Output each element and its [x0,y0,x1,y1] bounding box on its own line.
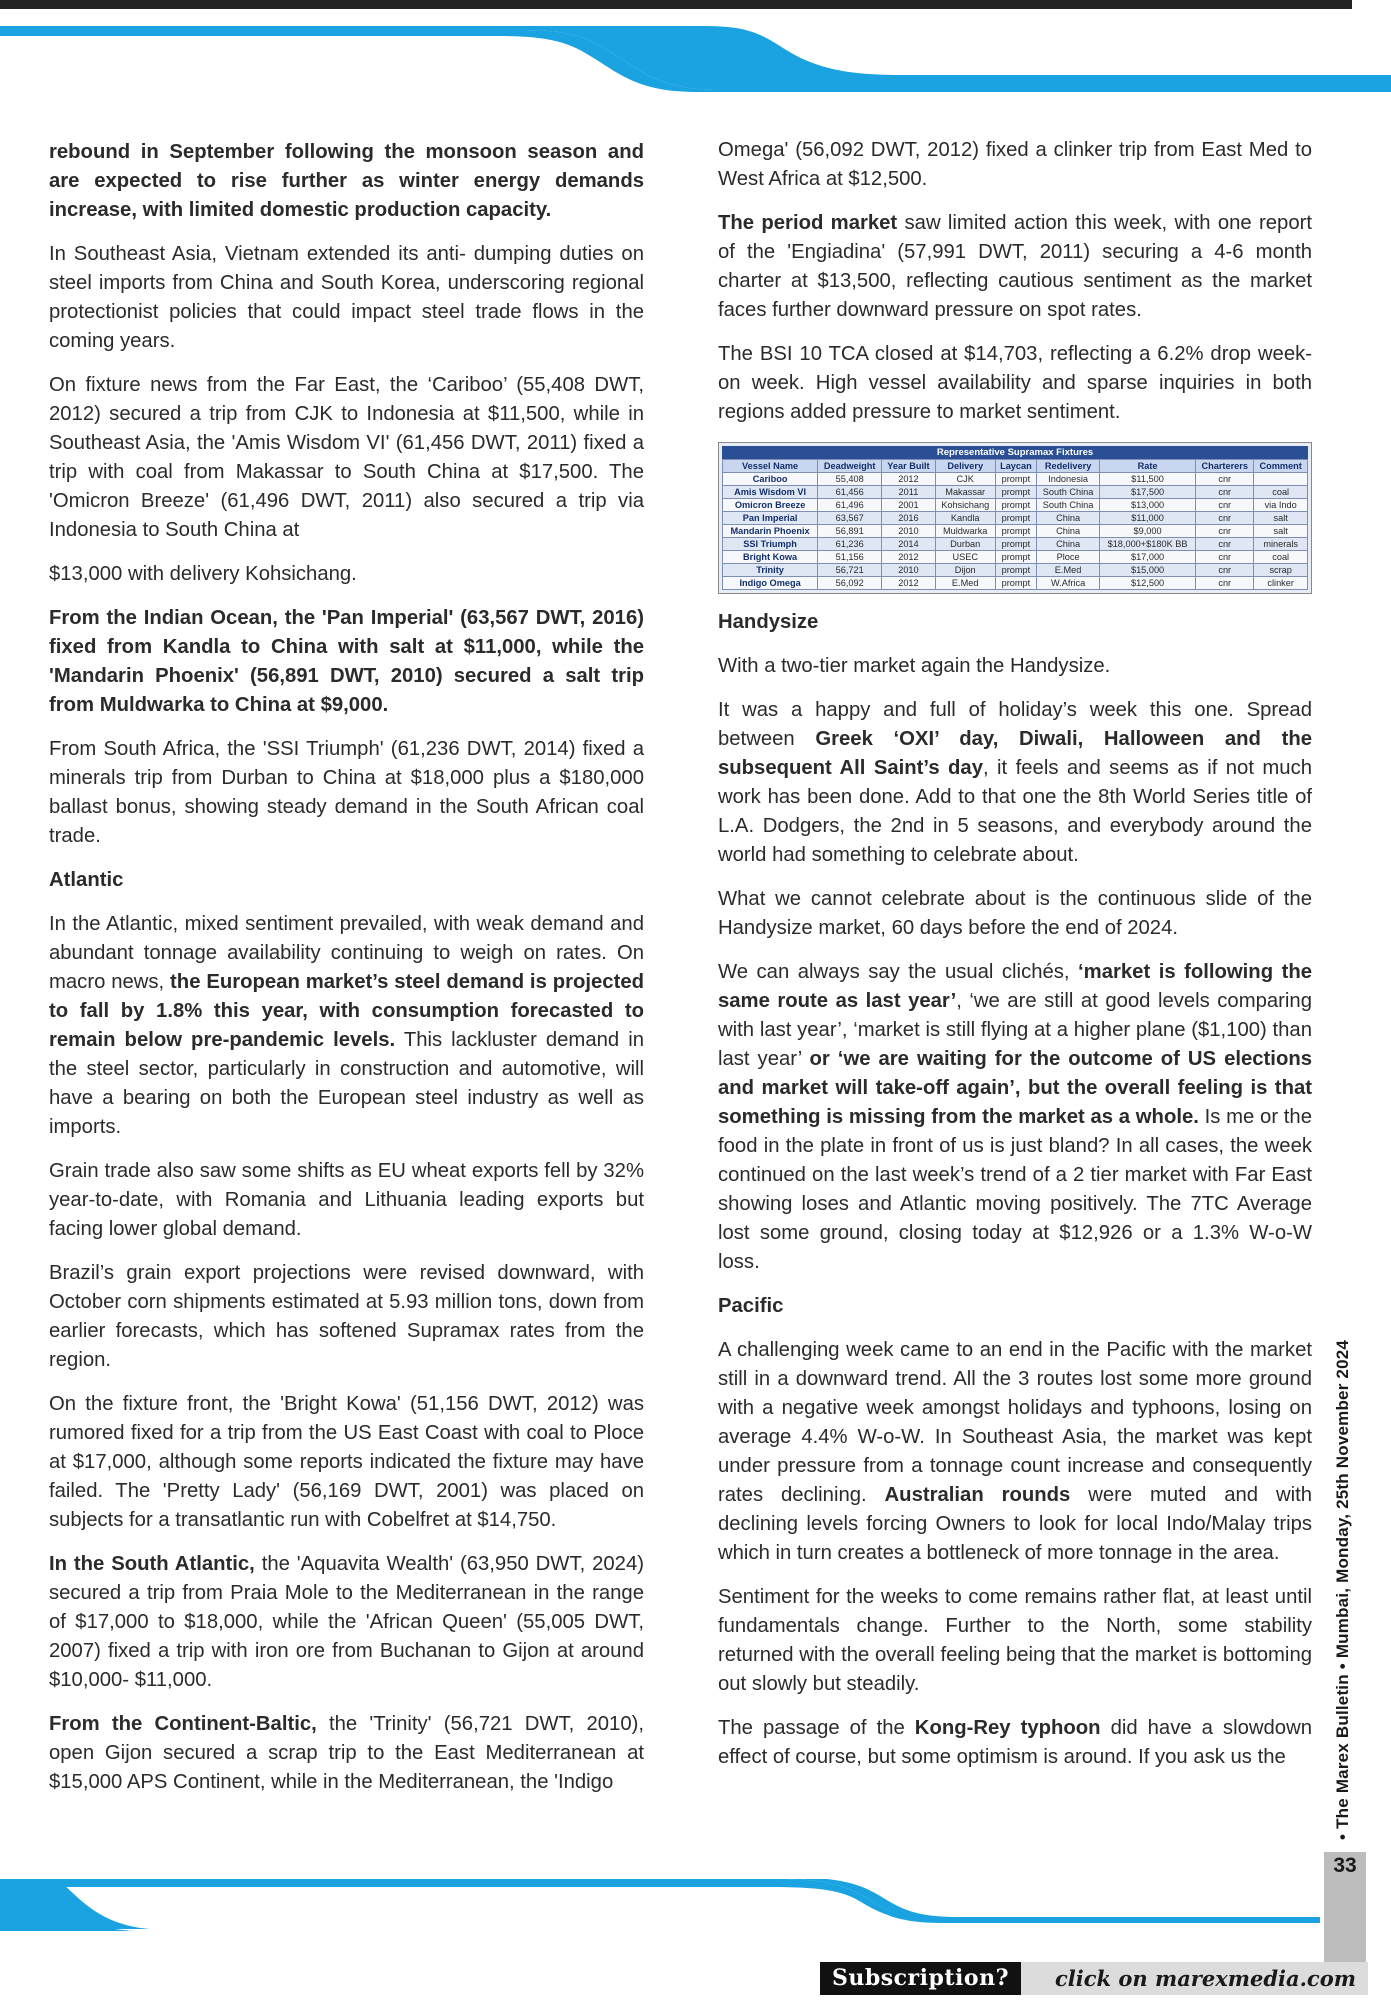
table-cell: 61,496 [818,499,882,512]
table-cell: prompt [995,499,1036,512]
table-row [723,512,1308,525]
table-cell: prompt [995,473,1036,486]
paragraph: Brazil’s grain export projections were revised downward, with October corn shipments estimated at 5.93 million tons, down from earlier forecasts, which has softened Supramax rates from the region. [49,1262,644,1371]
right-column [718,136,1312,1787]
table-cell: 2012 [882,551,936,564]
table-cell: $13,000 [1100,499,1196,512]
table-cell: Cariboo [723,473,818,486]
table-row [723,525,1308,538]
table-cell: W.Africa [1037,577,1100,590]
table-cell: China [1037,512,1100,525]
table-cell: Amis Wisdom VI [723,486,818,499]
table-cell: 56,891 [818,525,882,538]
table-cell: prompt [995,486,1036,499]
table-cell: Mandarin Phoenix [723,525,818,538]
table-cell: $15,000 [1100,564,1196,577]
table-cell: Makassar [935,486,995,499]
table-cell: 56,721 [818,564,882,577]
paragraph: Omega' (56,092 DWT, 2012) fixed a clinker trip from East Med to West Africa at $12,500. [718,139,1312,190]
table-row [723,499,1308,512]
table-cell: 2010 [882,525,936,538]
table-cell [1254,473,1308,486]
paragraph: With a two-tier market again the Handysize. [718,655,1111,677]
table-row [723,551,1308,564]
table-cell: prompt [995,538,1036,551]
table-cell: 61,236 [818,538,882,551]
column-header: Delivery [935,460,995,473]
paragraph: $13,000 with delivery Kohsichang. [49,563,357,585]
table-cell: 2010 [882,564,936,577]
table-cell: Omicron Breeze [723,499,818,512]
paragraph: From the Continent-Baltic, the 'Trinity' (56,721 DWT, 2010), open Gijon secured a scrap trip to the East Mediterranean at $15,000 APS Continent, while in the Mediterranean, the 'Indigo [49,1713,644,1793]
table-cell: China [1037,525,1100,538]
paragraph: The BSI 10 TCA closed at $14,703, reflecting a 6.2% drop week-on week. High vessel availability and sparse inquiries in both regions added pressure to market sentiment. [718,343,1312,423]
table-cell: South China [1037,486,1100,499]
table-row [723,564,1308,577]
table-cell: prompt [995,564,1036,577]
table-cell: Kohsichang [935,499,995,512]
subscription-button[interactable]: Subscription? [820,1962,1021,1995]
table-cell: Ploce [1037,551,1100,564]
table-cell: China [1037,538,1100,551]
table-cell: scrap [1254,564,1308,577]
table-cell: prompt [995,525,1036,538]
table-cell: 55,408 [818,473,882,486]
table-cell: CJK [935,473,995,486]
table-cell: 2016 [882,512,936,525]
table-cell: USEC [935,551,995,564]
paragraph: Grain trade also saw some shifts as EU wheat exports fell by 32% year-to-date, with Romania and Lithuania leading exports but facing lower global demand. [49,1160,644,1240]
table-cell: 63,567 [818,512,882,525]
table-cell: 61,456 [818,486,882,499]
table-cell: Bright Kowa [723,551,818,564]
column-header: Rate [1100,460,1196,473]
paragraph: In the South Atlantic, the 'Aquavita Wealth' (63,950 DWT, 2024) secured a trip from Praia Mole to the Mediterranean in the range of $17,000 to $18,000, while the 'African Queen' (55,005 DWT, 2007) fixed a trip with iron ore from Buchanan to Gijon at around $10,000- $11,000. [49,1553,644,1691]
table-cell: Pan Imperial [723,512,818,525]
table-cell: 2001 [882,499,936,512]
paragraph: On the fixture front, the 'Bright Kowa' (51,156 DWT, 2012) was rumored fixed for a trip from the US East Coast with coal to Ploce at $17,000, although some reports indicated the fixture may have failed. The 'Pretty Lady' (56,169 DWT, 2001) was placed on subjects for a transatlantic run with Cobelfret at $14,750. [49,1393,644,1531]
column-header: Vessel Name [723,460,818,473]
section-heading-handysize: Handysize [718,611,819,633]
table-cell: coal [1254,486,1308,499]
table-row [723,486,1308,499]
left-column [49,138,644,1812]
table-cell: cnr [1196,538,1254,551]
table-cell: cnr [1196,512,1254,525]
top-blue-wave [0,0,1391,110]
table-cell: Dijon [935,564,995,577]
marexmedia-link[interactable]: click on marexmedia.com [1055,1966,1356,1991]
publication-sideline: • The Marex Bulletin • Mumbai, Monday, 25th November 2024 [1333,1339,1352,1840]
table-cell: E.Med [935,577,995,590]
table-cell: cnr [1196,577,1254,590]
paragraph: From the Indian Ocean, the 'Pan Imperial' (63,567 DWT, 2016) fixed from Kandla to China with salt at $11,000, while the 'Mandarin Phoenix' (56,891 DWT, 2010) secured a salt trip from Muldwarka to China at $9,000. [49,607,644,716]
table-cell: cnr [1196,486,1254,499]
table-cell: $17,500 [1100,486,1196,499]
table-cell: cnr [1196,473,1254,486]
paragraph: On fixture news from the Far East, the ‘Cariboo’ (55,408 DWT, 2012) secured a trip from CJK to Indonesia at $11,500, while in Southeast Asia, the 'Amis Wisdom VI' (61,456 DWT, 2011) fixed a trip with coal from Makassar to South China at $17,500. The 'Omicron Breeze' (61,496 DWT, 2011) also secured a trip via Indonesia to South China at [49,374,644,541]
table-cell: Durban [935,538,995,551]
column-header: Laycan [995,460,1036,473]
table-header-row [723,460,1308,473]
column-header: Comment [1254,460,1308,473]
table-cell: cnr [1196,564,1254,577]
table-cell: $11,000 [1100,512,1196,525]
table-cell: prompt [995,551,1036,564]
table-cell: 2012 [882,577,936,590]
table-cell: Kandla [935,512,995,525]
bottom-blue-wave [0,1879,1320,1959]
page-number-tab [1324,1852,1366,1970]
table-cell: Indonesia [1037,473,1100,486]
paragraph: The period market saw limited action this week, with one report of the 'Engiadina' (57,991 DWT, 2011) securing a 4-6 month charter at $13,500, reflecting cautious sentiment as the market faces further downward pressure on spot rates. [718,212,1312,321]
paragraph: In Southeast Asia, Vietnam extended its anti- dumping duties on steel imports from China and South Korea, underscoring regional protectionist policies that could impact steel trade flows in the coming years. [49,243,644,352]
table-cell: cnr [1196,551,1254,564]
table-cell: via Indo [1254,499,1308,512]
supramax-fixtures-table [722,446,1308,590]
column-header: Charterers [1196,460,1254,473]
table-cell: $11,500 [1100,473,1196,486]
paragraph: In the Atlantic, mixed sentiment prevailed, with weak demand and abundant tonnage availability continuing to weigh on rates. On macro news, the European market’s steel demand is projected to fall by 1.8% this year, with consumption forecasted to remain below pre-pandemic levels. This lackluster demand in the steel sector, particularly in construction and automotive, will have a bearing on both the European steel industry as well as imports. [49,913,644,1138]
paragraph: Sentiment for the weeks to come remains rather flat, at least until fundamentals change. Further to the North, some stability returned with the overall feeling being that the market is bottoming out slowly but steadily. [718,1586,1312,1695]
paragraph: We can always say the usual clichés, ‘market is following the same route as last year’, ‘we are still at good levels comparing with last year’, ‘market is still flying at a higher plane ($1,100) than last year’ or ‘we are waiting for the outcome of US elections and market will take-off again’, but the overall feeling is that something is missing from the market as a whole. Is me or the food in the plate in front of us is just bland? In all cases, the week continued on the last week’s trend of a 2 tier market with Far East showing loses and Atlantic moving positively. The 7TC Average lost some ground, closing today at $12,926 or a 1.3% W-o-W loss. [718,961,1312,1273]
table-cell: $9,000 [1100,525,1196,538]
table-cell: $17,000 [1100,551,1196,564]
column-header: Redelivery [1037,460,1100,473]
table-cell: prompt [995,512,1036,525]
table-cell: cnr [1196,525,1254,538]
table-row [723,577,1308,590]
table-cell: 2014 [882,538,936,551]
section-heading-atlantic: Atlantic [49,869,124,891]
paragraph: rebound in September following the monsoon season and are expected to rise further as winter energy demands increase, with limited domestic production capacity. [49,141,644,221]
table-cell: minerals [1254,538,1308,551]
table-cell: Indigo Omega [723,577,818,590]
table-cell: Muldwarka [935,525,995,538]
section-heading-pacific: Pacific [718,1295,784,1317]
table-cell: E.Med [1037,564,1100,577]
fixtures-table-frame [718,442,1312,594]
table-title: Representative Supramax Fixtures [722,446,1308,459]
column-header: Deadweight [818,460,882,473]
table-cell: salt [1254,512,1308,525]
table-cell: salt [1254,525,1308,538]
table-cell: 2011 [882,486,936,499]
table-cell: clinker [1254,577,1308,590]
table-cell: $18,000+$180K BB [1100,538,1196,551]
table-cell: coal [1254,551,1308,564]
table-cell: Trinity [723,564,818,577]
paragraph: What we cannot celebrate about is the continuous slide of the Handysize market, 60 days before the end of 2024. [718,888,1312,939]
table-cell: 56,092 [818,577,882,590]
table-cell: 51,156 [818,551,882,564]
table-cell: prompt [995,577,1036,590]
page-number: 33 [1333,1854,1357,1877]
paragraph: It was a happy and full of holiday’s week this one. Spread between Greek ‘OXI’ day, Diwali, Halloween and the subsequent All Saint’s day, it feels and seems as if not much work has been done. Add to that one the 8th World Series title of L.A. Dodgers, the 2nd in 5 seasons, and everybody around the world had something to celebrate about. [718,699,1312,866]
paragraph: The passage of the Kong-Rey typhoon did have a slowdown effect of course, but some optimism is around. If you ask us the [718,1717,1312,1768]
table-cell: South China [1037,499,1100,512]
table-row [723,538,1308,551]
paragraph: A challenging week came to an end in the Pacific with the market still in a downward trend. All the 3 routes lost some more ground with a negative week amongst holidays and typhoons, losing on average 4.4% W-o-W. In Southeast Asia, the market was kept under pressure from a tonnage count increase and consequently rates declining. Australian rounds were muted and with declining levels forcing Owners to look for local Indo/Malay trips which in turn creates a bottleneck of more tonnage in the area. [718,1339,1313,1564]
table-row [723,473,1308,486]
table-cell: 2012 [882,473,936,486]
column-header: Year Built [882,460,936,473]
paragraph: From South Africa, the 'SSI Triumph' (61,236 DWT, 2014) fixed a minerals trip from Durban to China at $18,000 plus a $180,000 ballast bonus, showing steady demand in the South African coal trade. [49,738,644,847]
table-cell: cnr [1196,499,1254,512]
table-cell: $12,500 [1100,577,1196,590]
table-cell: SSI Triumph [723,538,818,551]
